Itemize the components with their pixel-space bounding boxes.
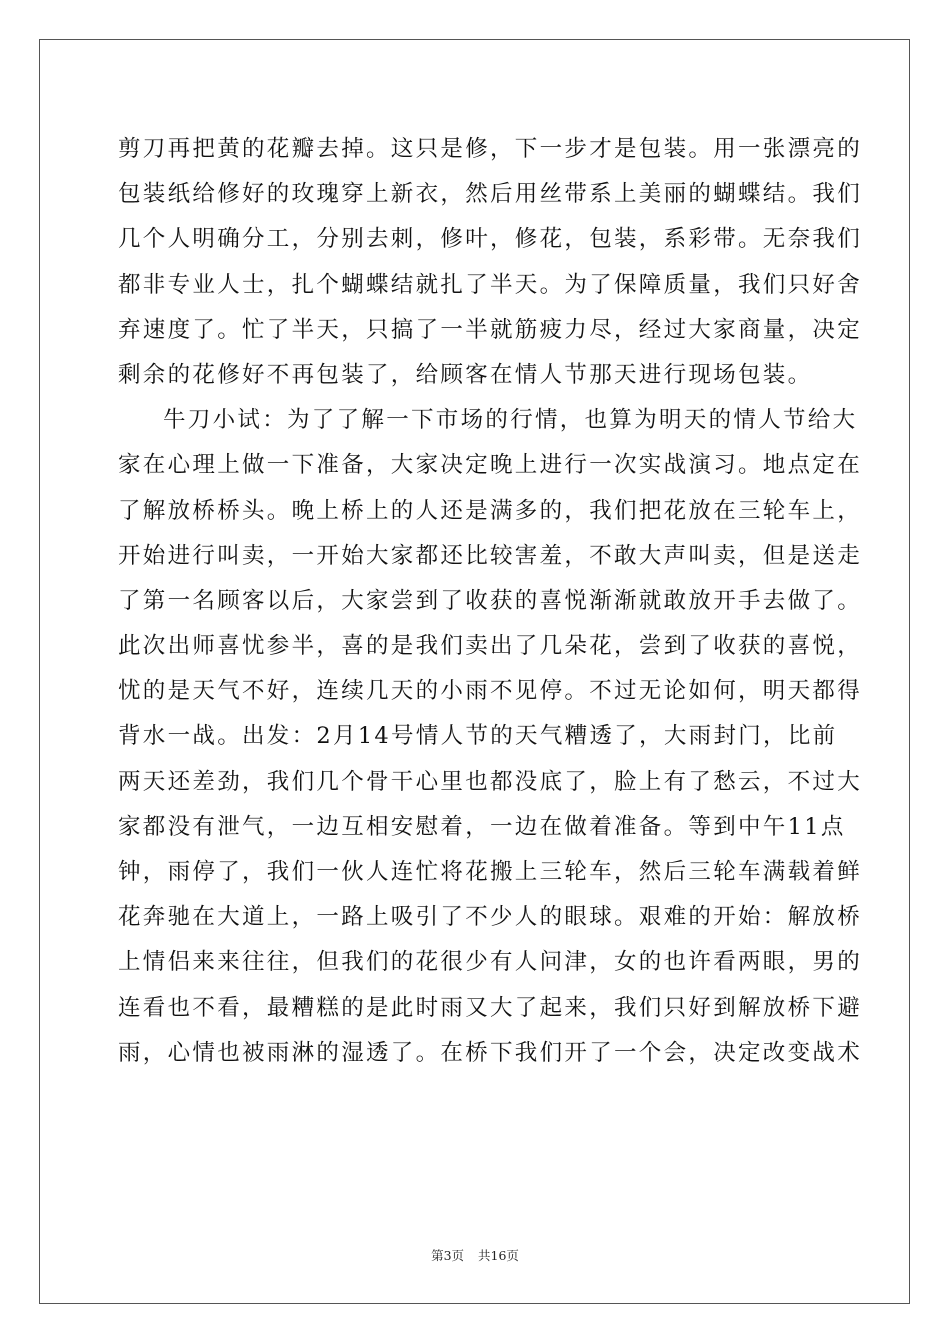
text-line: 开始进行叫卖，一开始大家都还比较害羞，不敢大声叫卖，但是送走 (118, 542, 863, 569)
text-line: 花奔驰在大道上，一路上吸引了不少人的眼球。艰难的开始：解放桥 (118, 904, 863, 931)
document-body (118, 127, 863, 1076)
text-line: 上情侣来来往往，但我们的花很少有人问津，女的也许看两眼，男的 (118, 949, 863, 976)
text-line: 家在心理上做一下准备，大家决定晚上进行一次实战演习。地点定在 (118, 452, 863, 479)
text-line: 忧的是天气不好，连续几天的小雨不见停。不过无论如何，明天都得 (118, 678, 863, 705)
text-line: 家都没有泄气，一边互相安慰着，一边在做着准备。等到中午11点 (118, 813, 846, 840)
text-line: 了第一名顾客以后，大家尝到了收获的喜悦渐渐就敢放开手去做了。 (118, 587, 863, 614)
text-line: 钟，雨停了，我们一伙人连忙将花搬上三轮车，然后三轮车满载着鲜 (118, 859, 863, 885)
page-number: 第3页 (431, 1248, 465, 1263)
text-line: 背水一战。出发：2月14号情人节的天气糟透了，大雨封门，比前 (118, 723, 838, 750)
text-line: 剩余的花修好不再包装了，给顾客在情人节那天进行现场包装。 (118, 361, 813, 388)
text-line: 两天还差劲，我们几个骨干心里也都没底了，脸上有了愁云，不过大 (118, 768, 863, 795)
text-line: 连看也不看，最糟糕的是此时雨又大了起来，我们只好到解放桥下避 (118, 994, 863, 1021)
text-line: 几个人明确分工，分别去刺，修叶，修花，包装，系彩带。无奈我们 (118, 226, 863, 253)
text-line: 剪刀再把黄的花瓣去掉。这只是修，下一步才是包装。用一张漂亮的 (118, 136, 863, 162)
text-line: 包装纸给修好的玫瑰穿上新衣，然后用丝带系上美丽的蝴蝶结。我们 (118, 181, 863, 208)
text-line: 弃速度了。忙了半天，只搞了一半就筋疲力尽，经过大家商量，决定 (118, 316, 863, 343)
text-line: 此次出师喜忧参半，喜的是我们卖出了几朵花，尝到了收获的喜悦， (118, 633, 863, 660)
total-pages: 共16页 (478, 1248, 519, 1263)
paragraph-start-line: 牛刀小试：为了了解一下市场的行情，也算为明天的情人节给大 (163, 407, 858, 434)
text-line: 都非专业人士，扎个蝴蝶结就扎了半天。为了保障质量，我们只好舍 (118, 271, 863, 298)
page-footer (0, 1246, 950, 1264)
text-line: 雨，心情也被雨淋的湿透了。在桥下我们开了一个会，决定改变战术 (118, 1039, 863, 1066)
text-line: 了解放桥桥头。晚上桥上的人还是满多的，我们把花放在三轮车上， (118, 497, 863, 524)
